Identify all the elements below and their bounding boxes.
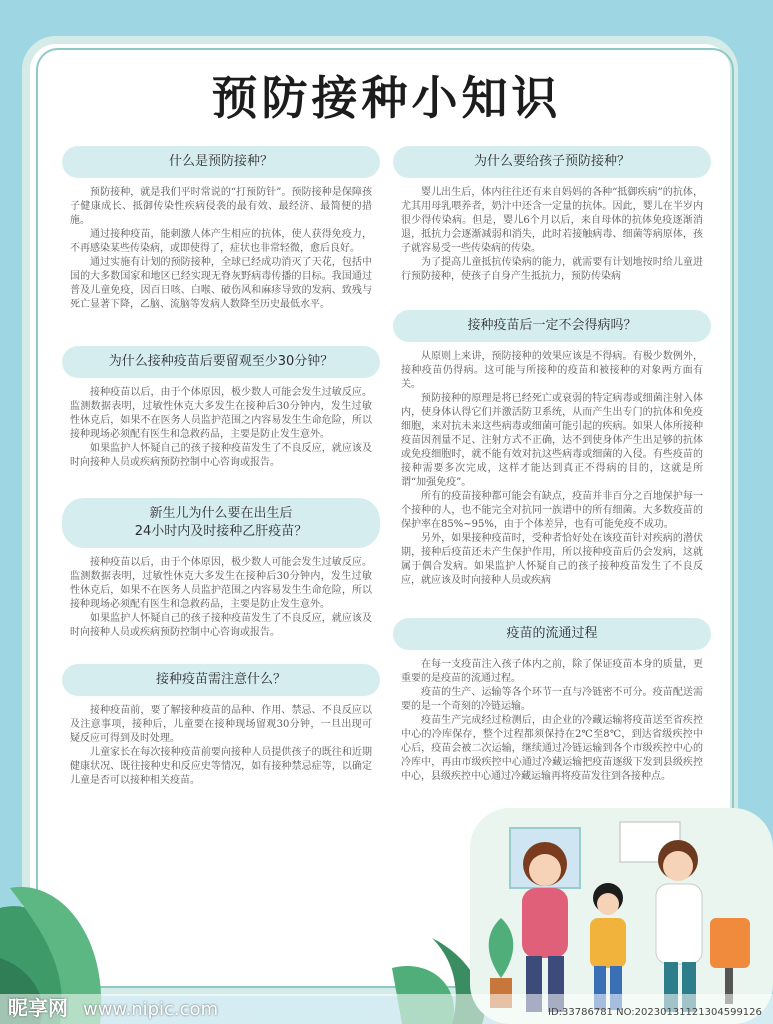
- paragraph: 婴儿出生后，体内往往还有来自妈妈的各种“抵御疾病”的抗体，尤其用母乳喂养者，奶汁中还含一定量的抗体。因此，婴儿在半岁内很少得传染病。但是，婴儿6个月以后，来自母体的抗体免疫逐渐消退，抵抗力会逐渐减弱和消失，此时若接触病毒、细菌等病原体，孩子就容易受一些传染病的传染。: [401, 187, 703, 254]
- section-heading: 接种疫苗需注意什么？: [62, 664, 380, 696]
- logo-text: 昵享网: [8, 996, 68, 1020]
- site-logo: [8, 992, 218, 1021]
- vaccination-scene-icon: [470, 808, 773, 1024]
- section-heading: 什么是预防接种？: [62, 146, 380, 178]
- section-vaccine-circulation: [393, 618, 711, 784]
- section-precautions: [62, 664, 380, 788]
- section-heading: 新生儿为什么要在出生后 24小时内及时接种乙肝疫苗？: [62, 498, 380, 548]
- section-newborn-hepb: [62, 498, 380, 640]
- paragraph: 接种疫苗前，要了解接种疫苗的品种、作用、禁忌、不良反应以及注意事项，接种后，儿童要在接种现场留观30分钟，一旦出现可疑反应可得到及时处理。: [70, 705, 372, 744]
- paragraph: 为了提高儿童抵抗传染病的能力，就需要有计划地按时给儿童进行预防接种，使孩子自身产生抵抗力，预防传染病: [401, 257, 703, 282]
- paragraph: 在每一支疫苗注入孩子体内之前，除了保证疫苗本身的质量，更重要的是疫苗的流通过程。: [401, 659, 703, 684]
- section-heading: 接种疫苗后一定不会得病吗？: [393, 310, 711, 342]
- paragraph: 通过接种疫苗，能刺激人体产生相应的抗体，使人获得免疫力，不再感染某些传染病，或即使得了，症状也非常轻微，愈后良好。: [70, 229, 372, 254]
- paragraph: 通过实施有计划的预防接种，全球已经成功消灭了天花，包括中国的大多数国家和地区已经实现无脊灰野病毒传播的目标。我国通过普及儿童免疫，因百日咳、白喉、破伤风和麻疹导致的发病、致残与死亡显著下降，乙脑、流脑等发病人数降至历史最低水平。: [70, 257, 372, 310]
- logo-url: www.nipic.com: [82, 999, 219, 1020]
- section-heading: 疫苗的流通过程: [393, 618, 711, 650]
- section-what-is-vaccination: [62, 146, 380, 312]
- section-heading: 为什么要给孩子预防接种？: [393, 146, 711, 178]
- section-why-vaccinate-children: [393, 146, 711, 284]
- paragraph: 预防接种的原理是将已经死亡或衰弱的特定病毒或细菌注射入体内，使身体认得它们并激活防卫系统，从而产生出专门的抗体和免疫细胞，来对抗未来这些病毒或细菌可能引起的疾病。如果人体所接种疫苗因剂量不足、注射方式不正确，达不到使身体产生出足够的抗体或免疫细胞时，就不能有效对抗这些病毒或细菌的入侵。有些疫苗的接种需要多次完成，这样才能达到真正不得病的目的，这就是所谓“加强免疫”。: [401, 393, 703, 488]
- section-heading: 为什么接种疫苗后要留观至少30分钟？: [62, 346, 380, 378]
- paragraph: 预防接种，就是我们平时常说的“打预防针”。预防接种是保障孩子健康成长、抵御传染性疾病侵袭的最有效、最经济、最简便的措施。: [70, 187, 372, 226]
- section-observation-30min: [62, 346, 380, 470]
- paragraph: 疫苗生产完成经过检测后，由企业的冷藏运输将疫苗送至省疾控中心的冷库保存，整个过程都须保持在2℃至8℃，到达省级疾控中心后，疫苗会被二次运输，继续通过冷链运输到各个市级疾控中心的冷库中，再由市级疾控中心通过冷藏运输把疫苗逐级下发到县级疾控中心，县级疾控中心通过冷藏运输再将疫苗发往到各接种点。: [401, 715, 703, 782]
- paragraph: 从原则上来讲，预防接种的效果应该是不得病。有极少数例外，接种疫苗仍得病。这可能与所接种的疫苗和被接种的对象两方面有关。: [401, 351, 703, 390]
- image-id-watermark: ID:33786781 NO:20230131121304599126: [548, 1007, 762, 1018]
- paragraph: 儿童家长在每次接种疫苗前要向接种人员提供孩子的既往和近期健康状况、既往接种史和反应史等情况，如有接种禁忌症等，以确定儿童是否可以接种相关疫苗。: [70, 747, 372, 786]
- paragraph: 疫苗的生产、运输等各个环节一直与冷链密不可分。疫苗配送需要的是一个奇刻的冷链运输。: [401, 687, 703, 712]
- paragraph: 接种疫苗以后，由于个体原因，极少数人可能会发生过敏反应。监测数据表明，过敏性休克大多发生在接种后30分钟内，发生过敏性休克后，如果不在医务人员监护范围之内容易发生生命危险，所以接种现场必须配有医生和急救药品，主要是防止发生意外。: [70, 387, 372, 440]
- section-still-get-sick: [393, 310, 711, 588]
- paragraph: 如果监护人怀疑自己的孩子接种疫苗发生了不良反应，就应该及时向接种人员或疾病预防控制中心咨询或报告。: [70, 443, 372, 468]
- paragraph: 另外，如果接种疫苗时，受种者恰好处在该疫苗针对疾病的潜伏期，接种后疫苗还未产生保护作用，所以接种疫苗后仍会发病，这就属于偶合发病。如果监护人怀疑自己的孩子接种疫苗发生了不良反应，就应该及时向接种人员或疾病: [401, 533, 703, 586]
- paragraph: 接种疫苗以后，由于个体原因，极少数人可能会发生过敏反应。监测数据表明，过敏性休克大多发生在接种后30分钟内，发生过敏性休克后，如果不在医务人员监护范围之内容易发生生命危险，所以接种现场必须配有医生和急救药品，主要是防止发生意外。: [70, 557, 372, 610]
- page-title: 预防接种小知识: [211, 71, 562, 125]
- paragraph: 所有的疫苗接种都可能会有缺点，疫苗并非百分之百地保护每一个接种的人，也不能完全对抗同一族谱中的所有细菌。大多数疫苗的保护率在85%~95%，由于个体差异，也有可能免疫不成功。: [401, 491, 703, 530]
- paragraph: 如果监护人怀疑自己的孩子接种疫苗发生了不良反应，就应该及时向接种人员或疾病预防控制中心咨询或报告。: [70, 613, 372, 638]
